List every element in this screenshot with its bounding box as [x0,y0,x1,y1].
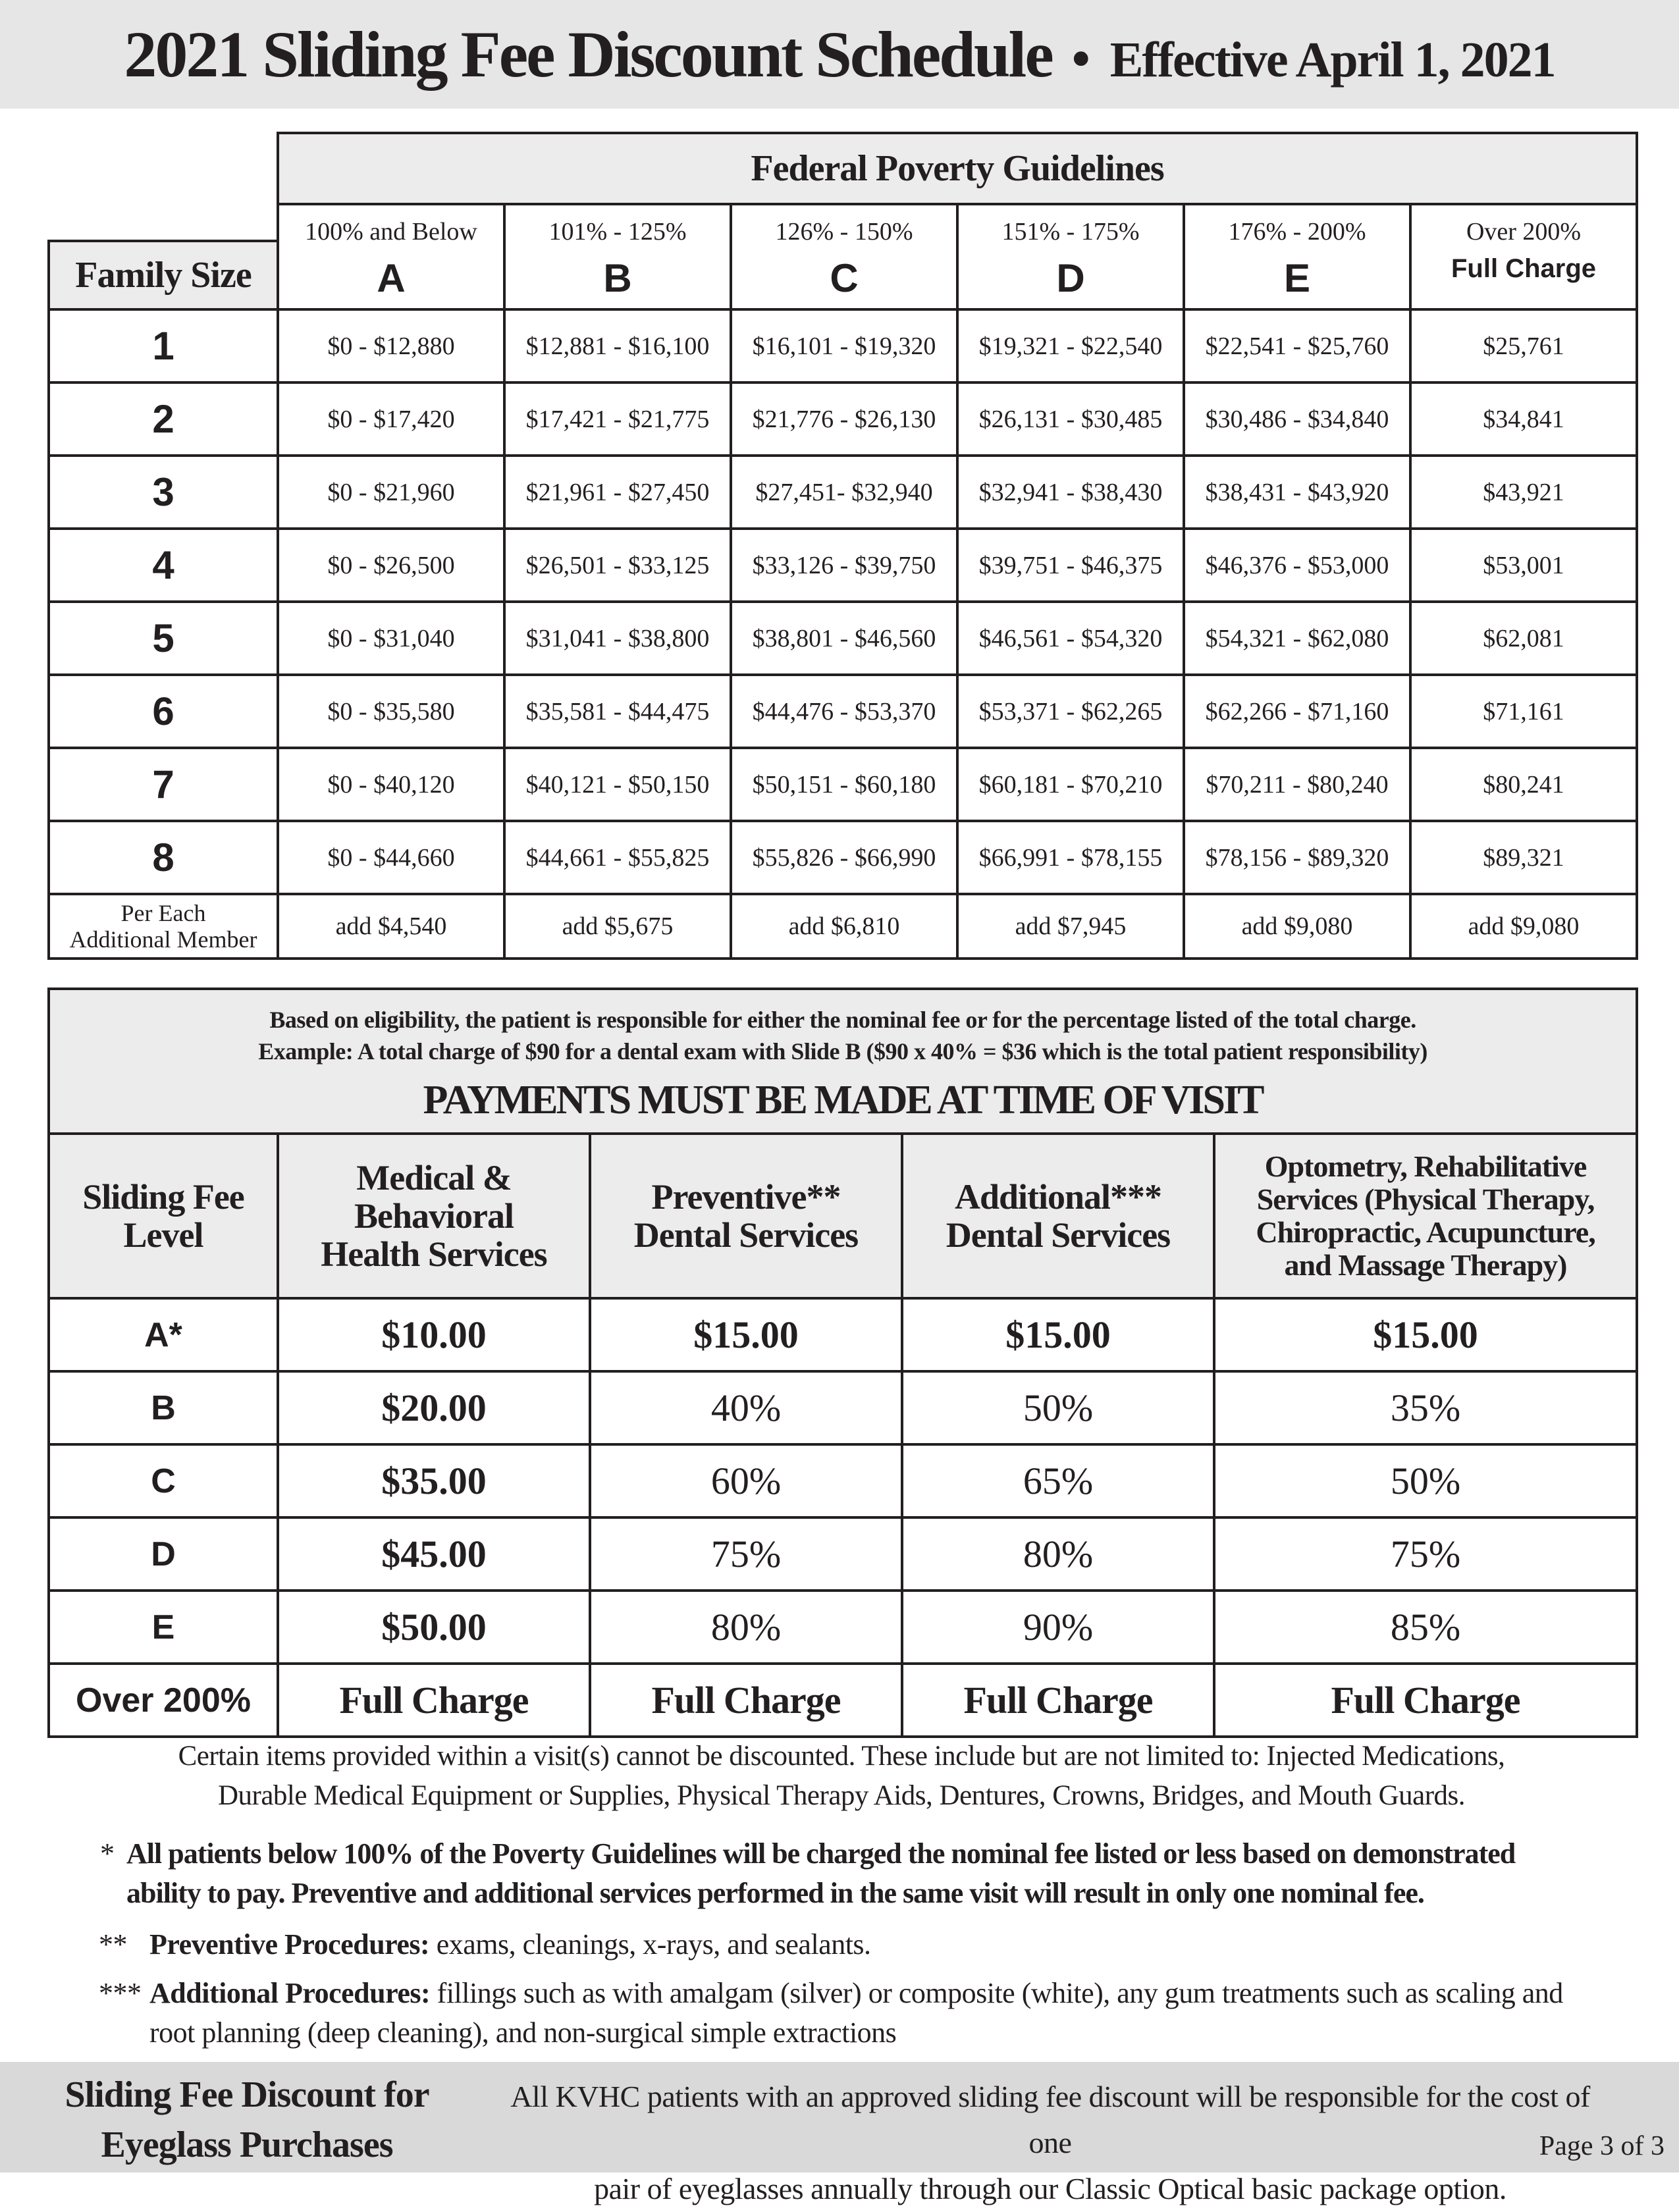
medical-fee-cell: $20.00 [278,1371,590,1444]
table-row [49,1664,1637,1737]
income-cell: $71,161 [1410,675,1637,748]
eligibility-info [49,989,1637,1134]
optometry-fee-cell: 85% [1214,1591,1637,1664]
table-row [49,456,1637,529]
income-cell: $22,541 - $25,760 [1184,309,1410,382]
note-label: Additional Procedures: [149,1977,431,2009]
family-size-cell: 3 [49,456,278,529]
income-cell: $70,211 - $80,240 [1184,748,1410,821]
income-cell: $62,266 - $71,160 [1184,675,1410,748]
income-cell: $34,841 [1410,382,1637,456]
header-line: Services (Physical Therapy, [1256,1182,1595,1216]
income-cell: $80,241 [1410,748,1637,821]
income-cell: $60,181 - $70,210 [957,748,1184,821]
additional-label-line1: Per Each [120,900,206,926]
income-cell: $0 - $21,960 [278,456,504,529]
column-header-d [957,204,1184,309]
notes-section [47,1737,1636,2053]
additional-amount-cell: add $7,945 [957,894,1184,959]
optometry-fee-cell: 50% [1214,1444,1637,1517]
table-row [49,309,1637,382]
table-row [49,602,1637,675]
note-line: All patients below 100% of the Poverty Guidelines will be charged the nominal fee listed or less based on demonstrated [126,1837,1516,1870]
column-pct: Over 200% [1466,218,1582,246]
income-cell: $19,321 - $22,540 [957,309,1184,382]
header-line: and Massage Therapy) [1284,1248,1567,1282]
column-letter: B [603,256,632,300]
table-row [49,748,1637,821]
income-cell: $17,421 - $21,775 [504,382,731,456]
header-line: Additional*** [954,1177,1162,1217]
medical-fee-cell: Full Charge [278,1664,590,1737]
income-cell: $53,371 - $62,265 [957,675,1184,748]
family-size-cell: 1 [49,309,278,382]
table-row [49,1444,1637,1517]
income-cell: $33,126 - $39,750 [731,529,957,602]
note-text: fillings such as with amalgam (silver) or composite (white), any gum treatments such as scaling and [430,1977,1563,2009]
optometry-fee-cell: 75% [1214,1517,1637,1591]
additional-dental-header [902,1134,1214,1298]
footnote-marker: * [100,1837,114,1870]
additional-fee-cell: 80% [902,1517,1214,1591]
income-cell: $54,321 - $62,080 [1184,602,1410,675]
income-cell: $0 - $44,660 [278,821,504,894]
footer-heading-line: Eyeglass Purchases [101,2124,393,2165]
column-letter: C [830,256,859,300]
column-letter: A [377,256,406,300]
header-line: Sliding Fee [82,1177,244,1217]
column-header-c [731,204,957,309]
column-header-e [1184,204,1410,309]
blank-corner [49,133,278,204]
income-cell: $44,476 - $53,370 [731,675,957,748]
additional-amount-cell: add $9,080 [1184,894,1410,959]
column-pct: 176% - 200% [1228,218,1366,246]
income-cell: $27,451- $32,940 [731,456,957,529]
income-cell: $53,001 [1410,529,1637,602]
page-number: Page 3 of 3 [1539,2131,1665,2161]
income-cell: $38,431 - $43,920 [1184,456,1410,529]
income-cell: $26,501 - $33,125 [504,529,731,602]
preventive-fee-cell: 40% [590,1371,902,1444]
additional-amount-cell: add $9,080 [1410,894,1637,959]
sliding-fee-table [47,988,1638,1738]
note-line: Durable Medical Equipment or Supplies, Physical Therapy Aids, Dentures, Crowns, Bridges, and Mouth Guards. [217,1780,1466,1811]
header-line: Preventive** [651,1177,841,1217]
note-line: ability to pay. Preventive and additional services performed in the same visit will result in only one nominal fee. [126,1877,1424,1909]
header-line: Dental Services [946,1215,1171,1255]
income-cell: $62,081 [1410,602,1637,675]
table-row [49,529,1637,602]
additional-member-label [49,894,278,959]
column-pct: 151% - 175% [1001,218,1140,246]
family-size-cell: 2 [49,382,278,456]
family-size-cell: 8 [49,821,278,894]
medical-fee-cell: $45.00 [278,1517,590,1591]
income-cell: $39,751 - $46,375 [957,529,1184,602]
eyeglass-policy [487,2074,1613,2212]
optometry-header [1214,1134,1637,1298]
level-cell: Over 200% [49,1664,278,1737]
additional-amount-cell: add $6,810 [731,894,957,959]
footer [0,2062,1679,2205]
family-size-cell: 4 [49,529,278,602]
income-cell: $0 - $26,500 [278,529,504,602]
family-size-cell: 6 [49,675,278,748]
income-cell: $55,826 - $66,990 [731,821,957,894]
additional-fee-cell: 50% [902,1371,1214,1444]
fpg-header: Federal Poverty Guidelines [278,133,1637,204]
example-line: Example: A total charge of $90 for a dental exam with Slide B ($90 x 40% = $36 which is the total patient responsibility) [258,1038,1427,1065]
preventive-fee-cell: 75% [590,1517,902,1591]
column-header-a [278,204,504,309]
header-line: Optometry, Rehabilitative [1264,1149,1587,1183]
family-size-header: Family Size [49,241,278,309]
additional-fee-cell: $15.00 [902,1298,1214,1371]
income-cell: $0 - $31,040 [278,602,504,675]
income-cell: $25,761 [1410,309,1637,382]
footnote-marker: ** [99,1928,127,1961]
blank-corner-2 [49,204,278,241]
income-cell: $16,101 - $19,320 [731,309,957,382]
header-line: Behavioral [354,1196,514,1236]
payment-notice: PAYMENTS MUST BE MADE AT TIME OF VISIT [423,1077,1263,1122]
income-cell: $26,131 - $30,485 [957,382,1184,456]
level-cell: D [49,1517,278,1591]
poverty-guidelines-table [47,132,1638,960]
income-cell: $46,376 - $53,000 [1184,529,1410,602]
income-cell: $78,156 - $89,320 [1184,821,1410,894]
income-cell: $46,561 - $54,320 [957,602,1184,675]
income-cell: $40,121 - $50,150 [504,748,731,821]
column-pct: 101% - 125% [548,218,687,246]
column-pct: 126% - 150% [775,218,913,246]
table-row [49,1591,1637,1664]
column-letter: D [1056,256,1085,300]
income-cell: $66,991 - $78,155 [957,821,1184,894]
level-cell: B [49,1371,278,1444]
note-text: exams, cleanings, x-rays, and sealants. [429,1928,871,1961]
table-row [49,1371,1637,1444]
income-cell: $32,941 - $38,430 [957,456,1184,529]
income-cell: $0 - $35,580 [278,675,504,748]
family-size-cell: 5 [49,602,278,675]
income-cell: $35,581 - $44,475 [504,675,731,748]
footer-text-line: pair of eyeglasses annually through our Classic Optical basic package option. [594,2172,1506,2205]
additional-member-row [49,894,1637,959]
medical-fee-cell: $50.00 [278,1591,590,1664]
income-cell: $0 - $17,420 [278,382,504,456]
nominal-fee-note [47,1834,1636,1913]
column-full-charge: Full Charge [1451,254,1597,283]
preventive-fee-cell: 80% [590,1591,902,1664]
table-row [49,821,1637,894]
note-line: Certain items provided within a visit(s) cannot be discounted. These include but are not limited to: Injected Medications, [178,1741,1505,1772]
header-line: Medical & [356,1158,512,1198]
income-cell: $30,486 - $34,840 [1184,382,1410,456]
non-discountable-note [47,1737,1636,1816]
table-row [49,675,1637,748]
income-cell: $31,041 - $38,800 [504,602,731,675]
additional-fee-cell: 90% [902,1591,1214,1664]
footer-text-line: All KVHC patients with an approved sliding fee discount will be responsible for the cost of one [510,2080,1590,2159]
sliding-fee-level-header [49,1134,278,1298]
title-main: 2021 Sliding Fee Discount Schedule [124,18,1052,91]
preventive-dental-header [590,1134,902,1298]
level-cell: C [49,1444,278,1517]
column-pct: 100% and Below [305,218,477,246]
income-cell: $21,961 - $27,450 [504,456,731,529]
medical-header [278,1134,590,1298]
header-line: Level [123,1215,203,1255]
income-cell: $44,661 - $55,825 [504,821,731,894]
income-cell: $43,921 [1410,456,1637,529]
level-cell: A* [49,1298,278,1371]
header-line: Health Services [321,1234,547,1274]
income-cell: $21,776 - $26,130 [731,382,957,456]
note-label: Preventive Procedures: [149,1928,430,1961]
table-row [49,382,1637,456]
additional-fee-cell: 65% [902,1444,1214,1517]
medical-fee-cell: $35.00 [278,1444,590,1517]
additional-procedures-note [47,1974,1636,2053]
title-bullet: • [1071,30,1090,88]
footnote-marker: *** [99,1977,142,2009]
family-size-cell: 7 [49,748,278,821]
footer-heading-line: Sliding Fee Discount for [65,2074,429,2115]
optometry-fee-cell: 35% [1214,1371,1637,1444]
income-cell: $50,151 - $60,180 [731,748,957,821]
preventive-fee-cell: Full Charge [590,1664,902,1737]
note-text: root planning (deep cleaning), and non-surgical simple extractions [149,2016,897,2049]
column-header-full [1410,204,1637,309]
preventive-fee-cell: $15.00 [590,1298,902,1371]
effective-date: Effective April 1, 2021 [1109,32,1555,88]
income-cell: $38,801 - $46,560 [731,602,957,675]
preventive-fee-cell: 60% [590,1444,902,1517]
optometry-fee-cell: $15.00 [1214,1298,1637,1371]
page-title [0,0,1679,109]
income-cell: $0 - $40,120 [278,748,504,821]
column-header-b [504,204,731,309]
eligibility-line: Based on eligibility, the patient is responsible for either the nominal fee or for the percentage listed of the total charge. [269,1006,1416,1033]
preventive-procedures-note [47,1925,1636,1964]
additional-label-line2: Additional Member [69,926,257,953]
header-line: Chiropractic, Acupuncture, [1256,1215,1595,1249]
additional-amount-cell: add $4,540 [278,894,504,959]
table-row [49,1517,1637,1591]
income-cell: $89,321 [1410,821,1637,894]
column-letter: E [1283,256,1311,300]
medical-fee-cell: $10.00 [278,1298,590,1371]
income-cell: $0 - $12,880 [278,309,504,382]
table-row [49,1298,1637,1371]
header-line: Dental Services [633,1215,859,1255]
optometry-fee-cell: Full Charge [1214,1664,1637,1737]
level-cell: E [49,1591,278,1664]
additional-amount-cell: add $5,675 [504,894,731,959]
additional-fee-cell: Full Charge [902,1664,1214,1737]
eyeglass-heading [40,2070,454,2170]
income-cell: $12,881 - $16,100 [504,309,731,382]
